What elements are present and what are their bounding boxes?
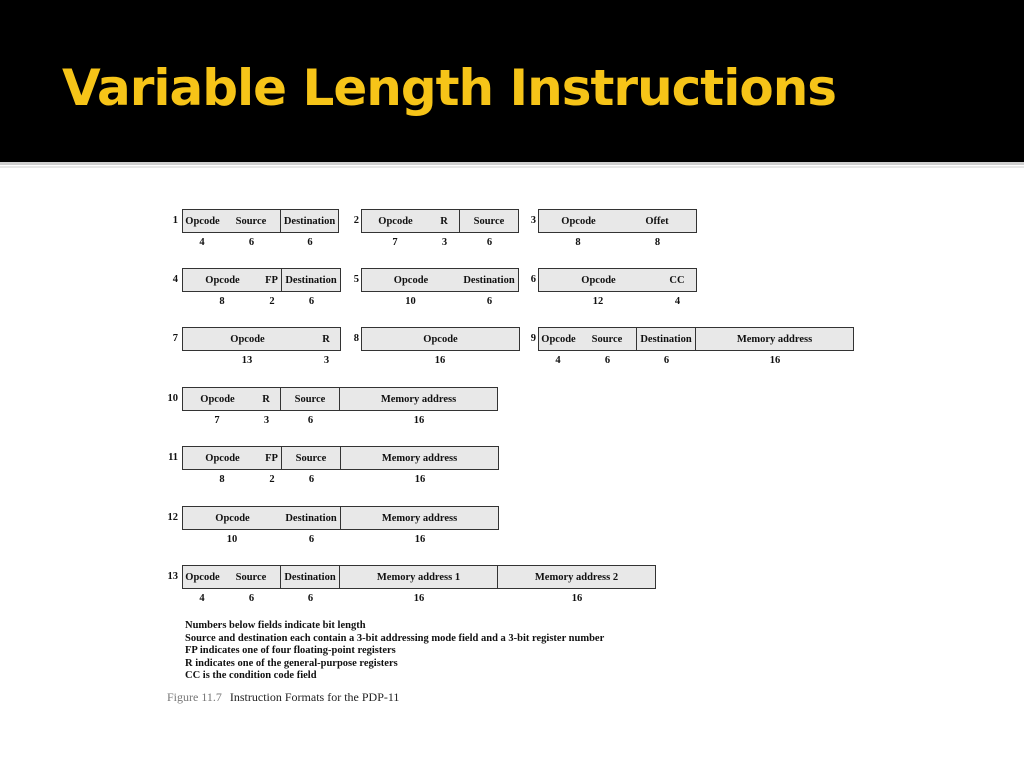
field-bit-length: 3 — [441, 237, 448, 248]
field-cell: Opcode — [182, 565, 223, 589]
field-cell: Source — [281, 387, 340, 411]
field-cell: Opcode — [538, 327, 579, 351]
field-cell: Opcode — [182, 268, 263, 292]
field-bit-length: 4 — [674, 296, 681, 307]
field-bit-length: 7 — [392, 237, 398, 248]
field-bit-length: 16 — [769, 355, 781, 366]
field-cell: Opcode — [538, 209, 619, 233]
note-line: CC is the condition code field — [185, 670, 317, 682]
field-cell: Destination — [282, 268, 341, 292]
format-number: 10 — [167, 393, 178, 404]
note-line: Source and destination each contain a 3-bit addressing mode field and a 3-bit register number — [185, 632, 605, 644]
field-cell: Destination — [282, 506, 341, 530]
field-bit-length: 13 — [241, 355, 253, 366]
field-bit-length: 3 — [263, 415, 270, 426]
field-bit-length: 6 — [308, 296, 315, 307]
field-bit-length: 6 — [486, 296, 493, 307]
figure-label: Figure 11.7 — [167, 690, 222, 704]
field-cell: Source — [222, 565, 281, 589]
field-bit-length: 6 — [307, 593, 314, 604]
format-number: 4 — [172, 274, 178, 285]
field-cell: Opcode — [182, 506, 283, 530]
note-line: FP indicates one of four floating-point registers — [185, 645, 396, 657]
field-bit-length: 7 — [214, 415, 220, 426]
field-cell: Destination — [637, 327, 696, 351]
field-bit-length: 8 — [575, 237, 581, 248]
field-bit-length: 2 — [269, 474, 275, 485]
field-cell: Memory address 1 — [340, 565, 498, 589]
format-number: 12 — [167, 512, 178, 523]
field-bit-length: 8 — [219, 296, 225, 307]
field-cell: Destination — [281, 209, 339, 233]
format-number: 6 — [530, 274, 536, 285]
field-bit-length: 16 — [571, 593, 583, 604]
format-number: 3 — [530, 215, 536, 226]
field-cell: Source — [460, 209, 519, 233]
field-cell: Destination — [460, 268, 519, 292]
field-bit-length: 2 — [269, 296, 275, 307]
format-number: 5 — [353, 274, 359, 285]
field-bit-length: 6 — [604, 355, 611, 366]
field-cell: Opcode — [182, 327, 313, 351]
field-bit-length: 12 — [592, 296, 604, 307]
field-cell: Opcode — [182, 209, 223, 233]
field-bit-length: 6 — [307, 237, 313, 248]
field-bit-length: 8 — [219, 474, 225, 485]
field-cell: Source — [282, 446, 341, 470]
field-cell: CC — [658, 268, 697, 292]
field-cell: Source — [222, 209, 281, 233]
field-bit-length: 16 — [413, 415, 425, 426]
field-bit-length: 4 — [555, 355, 561, 366]
field-bit-length: 3 — [323, 355, 330, 366]
note-line: Numbers below fields indicate bit length — [185, 620, 366, 631]
field-bit-length: 6 — [307, 415, 314, 426]
field-bit-length: 4 — [199, 593, 205, 604]
field-bit-length: 8 — [654, 237, 661, 248]
format-number: 8 — [353, 333, 359, 344]
field-bit-length: 10 — [226, 534, 238, 545]
field-bit-length: 16 — [413, 593, 425, 604]
field-cell: Opcode — [361, 327, 520, 351]
field-bit-length: 6 — [308, 474, 315, 485]
figure-caption — [167, 690, 399, 704]
field-cell: Opcode — [182, 446, 263, 470]
field-cell: Opcode — [182, 387, 253, 411]
format-number: 7 — [172, 333, 178, 344]
field-bit-length: 16 — [414, 534, 426, 545]
field-cell: R — [252, 387, 281, 411]
format-number: 9 — [530, 333, 536, 344]
field-cell: Memory address — [341, 446, 499, 470]
field-cell: Opcode — [361, 209, 430, 233]
slide-title: Variable Length Instructions — [62, 59, 837, 117]
field-cell: Offet — [618, 209, 697, 233]
format-number: 1 — [172, 215, 178, 226]
field-bit-length: 6 — [248, 593, 255, 604]
field-cell: Memory address 2 — [498, 565, 656, 589]
field-cell: Opcode — [361, 268, 461, 292]
format-number: 2 — [353, 215, 359, 226]
field-bit-length: 6 — [248, 237, 255, 248]
figure-caption-text: Instruction Formats for the PDP-11 — [229, 690, 400, 704]
field-bit-length: 10 — [405, 296, 416, 307]
field-cell: Source — [578, 327, 637, 351]
field-cell: FP — [262, 446, 282, 470]
field-bit-length: 6 — [486, 237, 493, 248]
field-cell: Destination — [281, 565, 340, 589]
field-bit-length: 6 — [663, 355, 670, 366]
note-line: R indicates one of the general-purpose registers — [185, 657, 398, 669]
field-cell: Opcode — [538, 268, 659, 292]
field-cell: R — [312, 327, 341, 351]
field-bit-length: 4 — [199, 237, 205, 248]
field-bit-length: 6 — [308, 534, 315, 545]
figure-notes — [185, 620, 604, 683]
format-number: 11 — [168, 452, 178, 463]
field-cell: Memory address — [341, 506, 499, 530]
field-bit-length: 16 — [414, 474, 426, 485]
field-cell: FP — [262, 268, 282, 292]
format-number: 13 — [167, 571, 178, 582]
field-cell: Memory address — [340, 387, 498, 411]
field-bit-length: 16 — [434, 355, 446, 366]
field-cell: Memory address — [696, 327, 854, 351]
field-cell: R — [429, 209, 460, 233]
